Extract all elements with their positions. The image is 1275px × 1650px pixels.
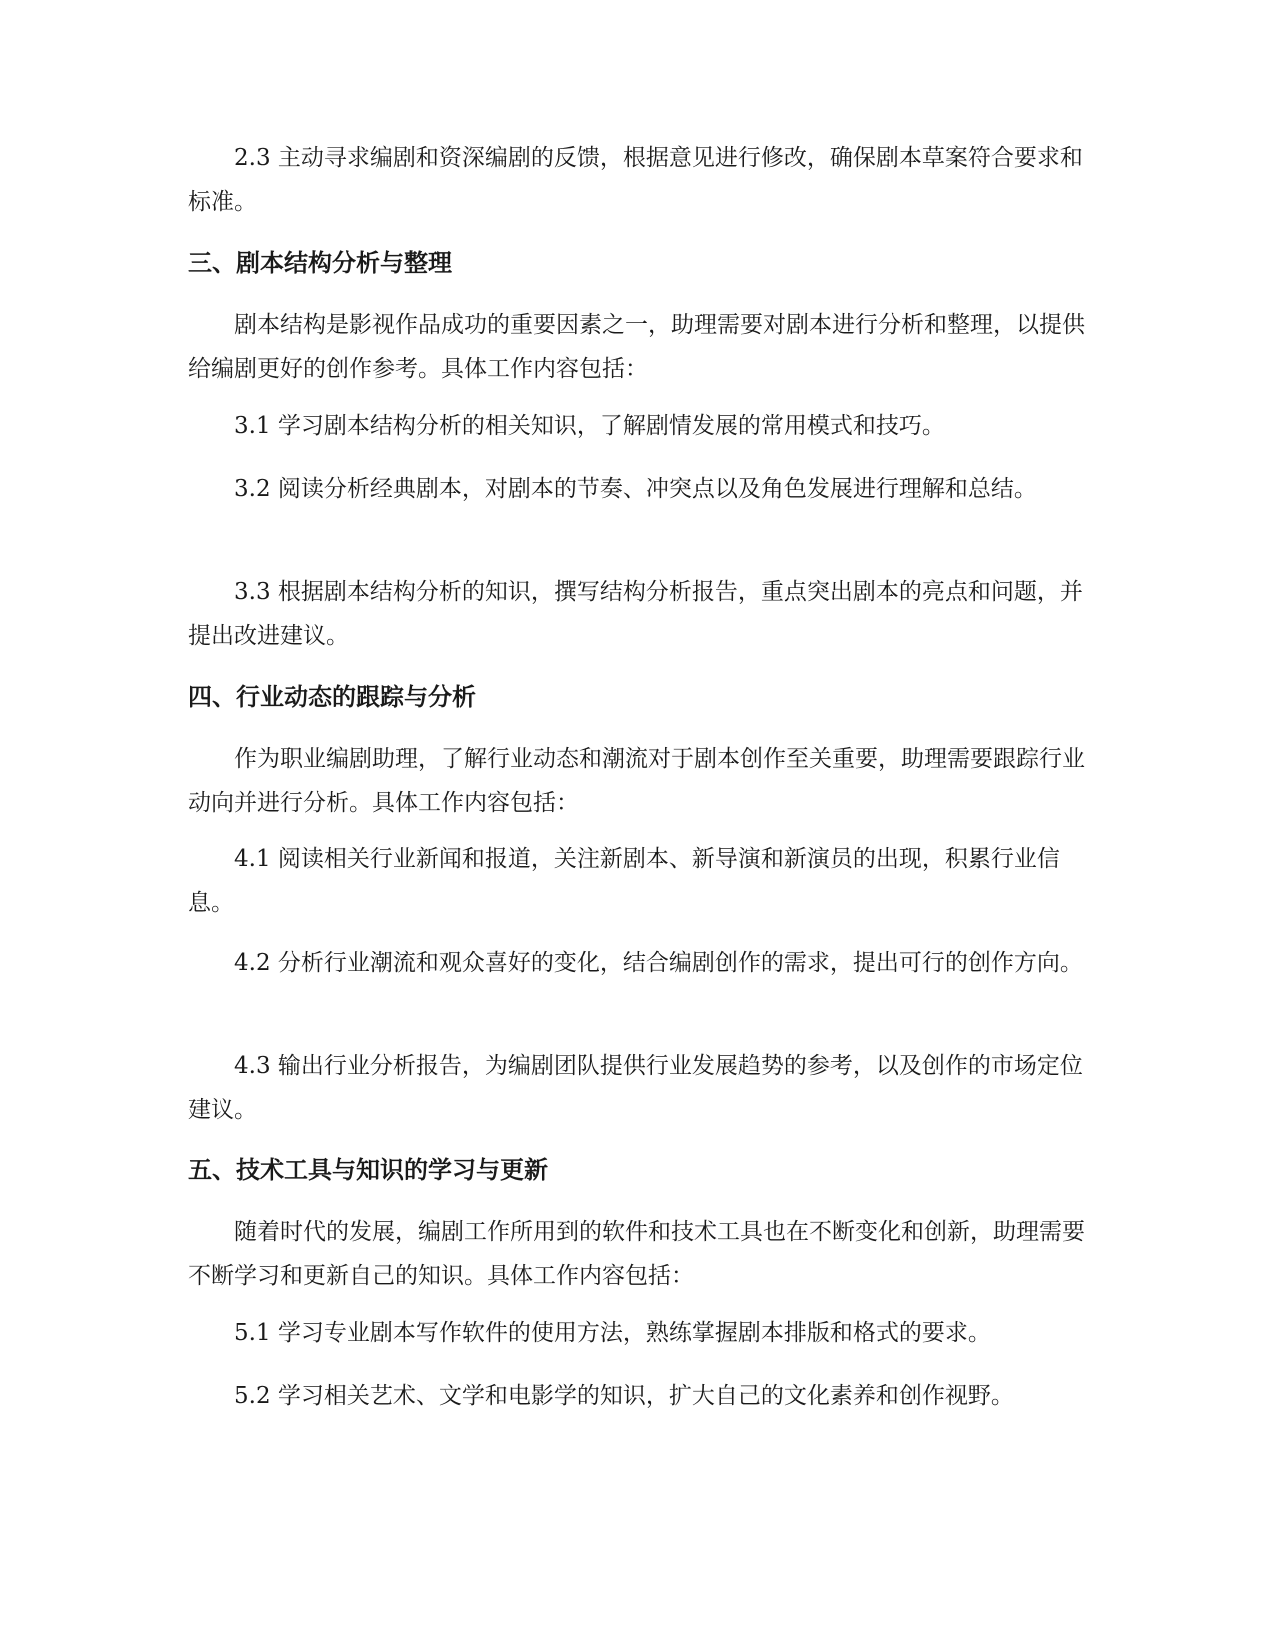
paragraph-3-3: 3.3 根据剧本结构分析的知识，撰写结构分析报告，重点突出剧本的亮点和问题，并提出改进建议。 <box>188 579 1083 649</box>
paragraph-4-3: 4.3 输出行业分析报告，为编剧团队提供行业发展趋势的参考，以及创作的市场定位建议。 <box>188 1053 1083 1123</box>
paragraph-5-2: 5.2 学习相关艺术、文学和电影学的知识，扩大自己的文化素养和创作视野。 <box>234 1383 1014 1409</box>
paragraph-2-3: 2.3 主动寻求编剧和资深编剧的反馈，根据意见进行修改，确保剧本草案符合要求和标准。 <box>188 145 1083 215</box>
paragraph-4-1: 4.1 阅读相关行业新闻和报道，关注新剧本、新导演和新演员的出现，积累行业信息。 <box>188 846 1060 916</box>
paragraph-4-2: 4.2 分析行业潮流和观众喜好的变化，结合编剧创作的需求，提出可行的创作方向。 <box>234 950 1083 976</box>
paragraph-section-5-intro: 随着时代的发展，编剧工作所用到的软件和技术工具也在不断变化和创新，助理需要不断学习和更新自己的知识。具体工作内容包括： <box>188 1219 1085 1289</box>
paragraph-section-4-intro: 作为职业编剧助理，了解行业动态和潮流对于剧本创作至关重要，助理需要跟踪行业动向并进行分析。具体工作内容包括： <box>188 746 1085 816</box>
paragraph-section-3-intro: 剧本结构是影视作品成功的重要因素之一，助理需要对剧本进行分析和整理，以提供给编剧更好的创作参考。具体工作内容包括： <box>188 312 1085 382</box>
paragraph-3-2: 3.2 阅读分析经典剧本，对剧本的节奏、冲突点以及角色发展进行理解和总结。 <box>234 476 1037 502</box>
section-heading-3: 三、剧本结构分析与整理 <box>188 249 452 277</box>
section-heading-4: 四、行业动态的跟踪与分析 <box>188 683 476 711</box>
section-heading-5: 五、技术工具与知识的学习与更新 <box>188 1156 548 1184</box>
paragraph-3-1: 3.1 学习剧本结构分析的相关知识，了解剧情发展的常用模式和技巧。 <box>234 413 945 439</box>
paragraph-5-1: 5.1 学习专业剧本写作软件的使用方法，熟练掌握剧本排版和格式的要求。 <box>234 1320 991 1346</box>
